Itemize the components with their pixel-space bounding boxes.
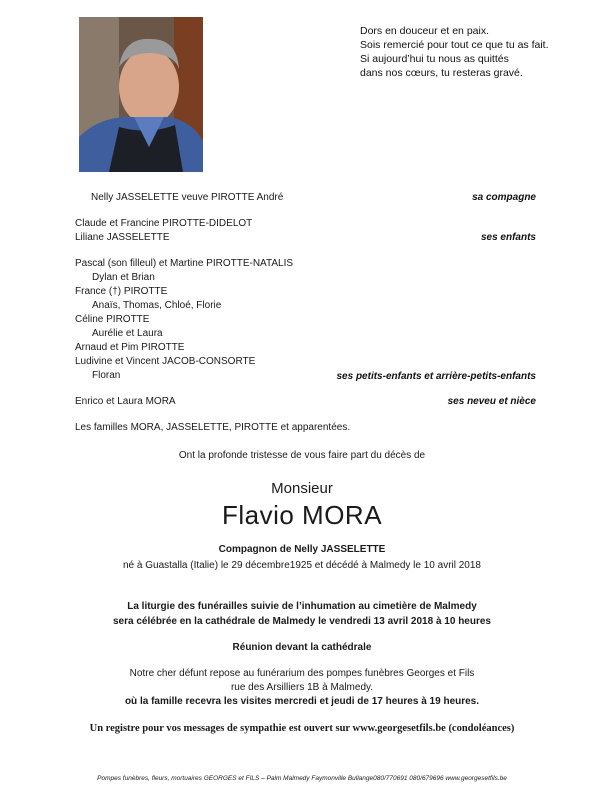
- grandchild-line: Arnaud et Pim PIROTTE: [75, 342, 185, 353]
- families-line: Les familles MORA, JASSELETTE, PIROTTE et apparentées.: [75, 422, 351, 433]
- deceased-name: Flavio MORA: [221, 500, 383, 530]
- birth-death-dates: né à Guastalla (Italie) le 29 décembre1925 et décédé à Malmedy le 10 avril 2018: [123, 560, 481, 571]
- grandchild-line: France (†) PIROTTE: [75, 286, 168, 297]
- poem-line: Si aujourd’hui tu nous as quittés: [360, 53, 509, 65]
- portrait-image: [79, 17, 203, 172]
- grandchild-line: Ludivine et Vincent JACOB-CONSORTE: [75, 356, 256, 367]
- rest-line-1: Notre cher défunt repose au funérarium des pompes funèbres Georges et Fils: [129, 668, 475, 679]
- nephew-line: Enrico et Laura MORA: [75, 396, 176, 407]
- announcement: Ont la profonde tristesse de vous faire part du décès de: [178, 450, 426, 461]
- funeral-line-2: sera célébrée en la cathédrale de Malmedy le vendredi 13 avril 2018 à 10 heures: [113, 616, 491, 627]
- grandchild-line: Anaïs, Thomas, Chloé, Florie: [92, 300, 222, 311]
- partner-name: Nelly JASSELETTE veuve PIROTTE André: [91, 192, 284, 203]
- visits-line: où la famille recevra les visites mercredi et jeudi de 17 heures à 19 heures.: [124, 696, 480, 707]
- grandchild-line: Pascal (son filleul) et Martine PIROTTE-NATALIS: [75, 258, 294, 269]
- poem-line: dans nos cœurs, tu resteras gravé.: [360, 67, 523, 79]
- funeral-line-1: La liturgie des funérailles suivie de l’inhumation au cimetière de Malmedy: [127, 601, 477, 612]
- grandchild-line: Dylan et Brian: [92, 272, 155, 283]
- poem: [360, 24, 590, 80]
- poem-line: Dors en douceur et en paix.: [360, 25, 489, 37]
- grandchild-line: Aurélie et Laura: [92, 328, 163, 339]
- register-line: Un registre pour vos messages de sympathie est ouvert sur www.georgesetfils.be (condoléances): [89, 723, 515, 734]
- partner-relation: sa compagne: [472, 192, 536, 203]
- grandchild-line: Floran: [92, 370, 121, 381]
- deceased-title: Monsieur: [271, 480, 333, 497]
- grandchildren-relation: ses petits-enfants et arrière-petits-enfants: [336, 371, 536, 382]
- footer-contact: Pompes funèbres, fleurs, mortuaires GEORGES et FILS – Palm Malmedy Faymonville Bullange080/770691 080/679696 www.georgesetfils.be: [97, 775, 507, 782]
- meeting-line: Réunion devant la cathédrale: [232, 642, 372, 653]
- children-relation: ses enfants: [480, 232, 536, 243]
- poem-line: Sois remercié pour tout ce que tu as fait.: [360, 39, 549, 51]
- rest-line-2: rue des Arsilliers 1B à Malmedy.: [230, 682, 374, 693]
- companion-line: Compagnon de Nelly JASSELETTE: [218, 544, 386, 555]
- portrait-photo: [79, 17, 203, 172]
- children-line-2: Liliane JASSELETTE: [75, 232, 170, 243]
- grandchild-line: Céline PIROTTE: [75, 314, 150, 325]
- nephew-relation: ses neveu et nièce: [447, 396, 536, 407]
- children-line-1: Claude et Francine PIROTTE-DIDELOT: [75, 218, 253, 229]
